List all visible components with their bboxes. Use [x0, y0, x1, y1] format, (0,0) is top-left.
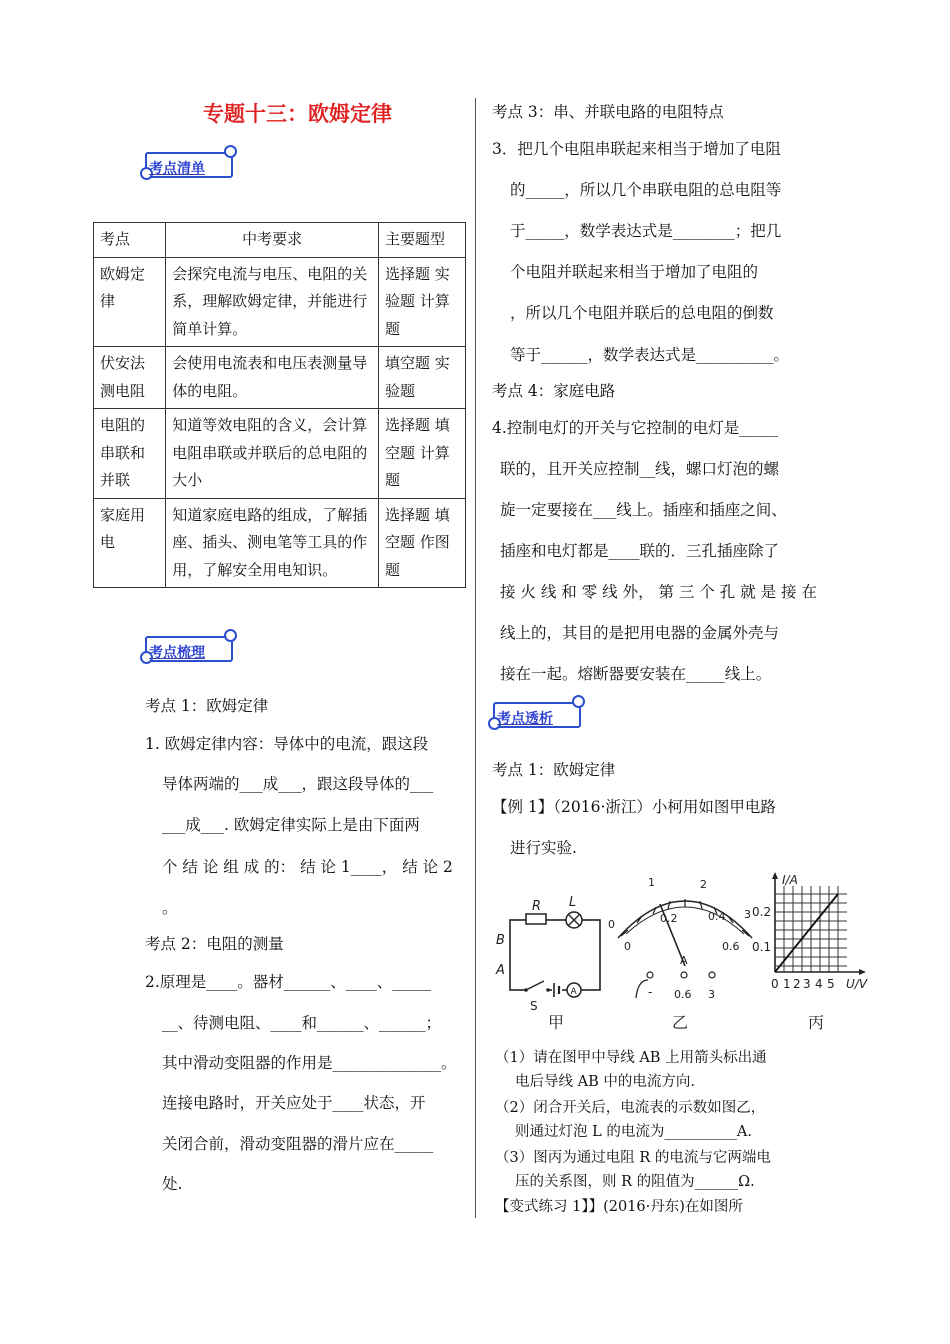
text-line: 。 — [162, 899, 178, 917]
text-line: 2.原理是____。器材______、____、_____ — [145, 973, 432, 991]
table-row — [94, 257, 466, 347]
text-line: 【变式练习 1】】(2016·丹东)在如图所 — [495, 1199, 743, 1215]
resistor-label: R — [532, 899, 542, 914]
table-header-cell: 考点 — [94, 223, 166, 258]
text-line: （1）请在图甲中导线 AB 上用箭头标出通 — [495, 1050, 767, 1066]
text-line: 处. — [162, 1175, 183, 1193]
text-line: 关闭合前，滑动变阻器的滑片应在_____ — [162, 1135, 434, 1153]
table-header-row — [94, 223, 466, 258]
table-cell-requirement: 会探究电流与电压、电阻的关系，理解欧姆定律，并能进行简单计算。 — [166, 257, 379, 347]
point-a-label: A — [496, 963, 505, 978]
text-line: __、待测电阻、____和______、______； — [162, 1014, 442, 1032]
graph-x-tick: 0 — [771, 977, 779, 991]
section-label-review — [143, 632, 235, 662]
caption-yi: 乙 — [672, 1013, 689, 1032]
experiment-figure — [490, 868, 875, 1038]
text-line: 接在一起。熔断器要安装在_____线上。 — [500, 665, 772, 683]
text-line: 于_____，数学表达式是________；把几 — [510, 222, 782, 240]
iu-graph — [752, 872, 868, 991]
terminal-label: 0.6 — [674, 988, 692, 1001]
section-label-text: 考点梳理 — [149, 645, 205, 661]
topic-heading: 考点 1：欧姆定律 — [145, 697, 269, 715]
upper-tick-label: 1 — [648, 876, 655, 889]
table-cell-topic: 家庭用电 — [94, 498, 166, 588]
graph-x-tick: 5 — [827, 977, 835, 991]
graph-y-tick: 0.2 — [752, 905, 772, 919]
table-cell-topic: 伏安法测电阻 — [94, 347, 166, 409]
section-label-text: 考点清单 — [149, 161, 205, 177]
table-cell-types: 选择题 填空题 作图题 — [379, 498, 466, 588]
graph-y-tick: 0.1 — [752, 940, 772, 954]
table-header-cell: 中考要求 — [166, 223, 379, 258]
text-line: ，所以几个电阻并联后的总电阻的倒数 — [510, 304, 774, 322]
table-cell-topic: 电阻的串联和并联 — [94, 409, 166, 499]
topic-heading: 考点 3：串、并联电路的电阻特点 — [492, 103, 724, 121]
terminal-icon — [647, 972, 653, 978]
lower-tick-label: 0.2 — [660, 912, 678, 925]
text-line: 4.控制电灯的开关与它控制的电灯是_____ — [492, 419, 779, 437]
lower-tick-label: 0.6 — [722, 940, 740, 953]
ammeter-symbol-label: A — [570, 987, 577, 997]
text-line: 3．把几个电阻串联起来相当于增加了电阻 — [492, 140, 781, 158]
graph-x-tick: 2 — [793, 977, 801, 991]
text-line: 旋一定要接在___线上。插座和插座之间、 — [500, 501, 787, 519]
table-cell-types: 选择题 填空题 计算题 — [379, 409, 466, 499]
topic-heading: 考点 4：家庭电路 — [492, 382, 616, 400]
exam-points-table — [93, 222, 466, 588]
graph-x-tick: 1 — [783, 977, 791, 991]
resistor-symbol — [526, 914, 546, 924]
text-line: 个 结 论 组 成 的： 结 论 1____， 结 论 2 — [162, 858, 453, 876]
text-line: 其中滑动变阻器的作用是______________。 — [162, 1054, 457, 1072]
upper-tick-label: 0 — [608, 918, 615, 931]
section-label-text: 考点透析 — [497, 711, 553, 727]
text-line: （2）闭合开关后，电流表的示数如图乙， — [495, 1100, 766, 1116]
point-b-label: B — [496, 933, 505, 948]
table-cell-topic: 欧姆定律 — [94, 257, 166, 347]
upper-tick-label: 3 — [744, 908, 751, 921]
text-line: 的_____，所以几个串联电阻的总电阻等 — [510, 181, 782, 199]
terminal-label: - — [648, 985, 653, 999]
graph-y-label: I/A — [782, 873, 798, 887]
table-cell-requirement: 会使用电流表和电压表测量导体的电阻。 — [166, 347, 379, 409]
text-line: 联的，且开关应控制__线，螺口灯泡的螺 — [500, 460, 780, 478]
table-header-cell: 主要题型 — [379, 223, 466, 258]
terminal-icon — [709, 972, 715, 978]
text-line: 插座和电灯都是____联的．三孔插座除了 — [500, 542, 780, 560]
terminal-icon — [681, 972, 687, 978]
page-title: 专题十三：欧姆定律 — [203, 102, 392, 126]
text-line: 压的关系图，则 R 的阻值为______Ω. — [515, 1174, 755, 1190]
lower-tick-label: 0.4 — [708, 910, 726, 923]
upper-tick-label: 2 — [700, 878, 707, 891]
table-cell-types: 选择题 实验题 计算题 — [379, 257, 466, 347]
text-line: 个电阻并联起来相当于增加了电阻的 — [510, 263, 759, 281]
circuit-diagram — [510, 920, 600, 990]
table-cell-requirement: 知道家庭电路的组成，了解插座、插头、测电笔等工具的作用，了解安全用电知识。 — [166, 498, 379, 588]
topic-heading: 考点 2：电阻的测量 — [145, 935, 284, 953]
terminal-label: 3 — [708, 988, 715, 1001]
column-divider — [475, 98, 476, 1218]
table-cell-types: 填空题 实验题 — [379, 347, 466, 409]
graph-x-label: U/V — [846, 977, 868, 991]
topic-heading: 考点 1：欧姆定律 — [492, 761, 616, 779]
lower-tick-label: 0 — [624, 940, 631, 953]
graph-x-tick: 3 — [803, 977, 811, 991]
section-label-checklist — [143, 148, 235, 178]
text-line: 则通过灯泡 L 的电流为__________A. — [515, 1124, 752, 1140]
text-line: （3）图丙为通过电阻 R 的电流与它两端电 — [495, 1150, 771, 1166]
text-line: ___成___. 欧姆定律实际上是由下面两 — [162, 816, 420, 834]
text-line: 连接电路时，开关应处于____状态，开 — [162, 1094, 426, 1112]
text-line: 等于______，数学表达式是__________。 — [510, 346, 790, 364]
text-line: 线上的，其目的是把用电器的金属外壳与 — [500, 624, 780, 642]
table-row — [94, 347, 466, 409]
lamp-label: L — [569, 895, 577, 910]
text-line: 导体两端的___成___，跟这段导体的___ — [162, 775, 434, 793]
graph-x-tick: 4 — [815, 977, 823, 991]
caption-jia: 甲 — [548, 1013, 565, 1032]
ammeter-unit-label: A — [680, 954, 688, 967]
table-cell-requirement: 知道等效电阻的含义，会计算电阻串联或并联后的总电阻的大小 — [166, 409, 379, 499]
text-line: 【例 1】（2016·浙江）小柯用如图甲电路 — [492, 798, 776, 816]
switch-label: S — [530, 999, 538, 1013]
table-row — [94, 409, 466, 499]
text-line: 进行实验. — [510, 839, 577, 857]
text-line: 1. 欧姆定律内容：导体中的电流，跟这段 — [145, 735, 429, 753]
text-line: 电后导线 AB 中的电流方向. — [515, 1074, 695, 1090]
table-row — [94, 498, 466, 588]
section-label-analysis — [491, 698, 583, 728]
caption-bing: 丙 — [808, 1013, 825, 1032]
text-line: 接 火 线 和 零 线 外， 第 三 个 孔 就 是 接 在 — [500, 583, 817, 601]
